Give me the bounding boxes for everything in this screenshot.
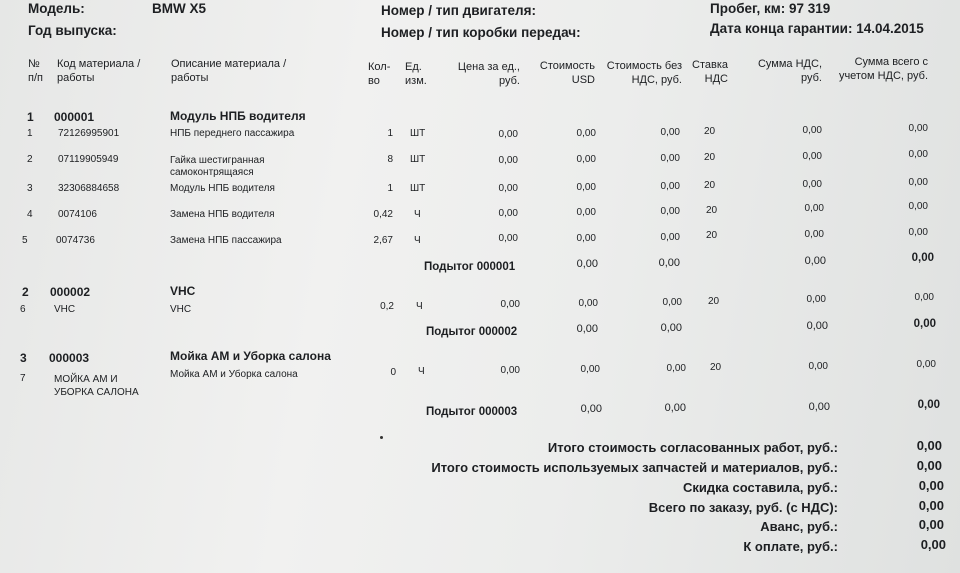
table-cell: 0,00 bbox=[804, 255, 826, 267]
table-cell: ШТ bbox=[410, 183, 426, 194]
table-cell: ШТ bbox=[410, 128, 426, 139]
table-cell: 0,00 bbox=[908, 123, 928, 134]
table-cell: 0,00 bbox=[660, 322, 682, 334]
table-cell: 1 bbox=[27, 128, 33, 139]
table-cell: 0,00 bbox=[660, 127, 680, 138]
col-vat-header bbox=[740, 57, 822, 85]
table-cell: НДС bbox=[704, 73, 728, 85]
table-cell: Сумма НДС, bbox=[757, 58, 822, 70]
table-cell: работы bbox=[171, 72, 209, 84]
table-cell: 0,00 bbox=[658, 257, 680, 269]
table-cell: 8 bbox=[387, 154, 393, 165]
table-cell: 0 bbox=[390, 367, 396, 378]
total-value: 0,00 bbox=[918, 498, 944, 513]
model-label: Модель: bbox=[28, 1, 85, 16]
table-cell: 5 bbox=[22, 235, 28, 246]
table-cell: 0,00 bbox=[576, 233, 596, 244]
table-cell: 0,00 bbox=[660, 181, 680, 192]
table-cell: 0,00 bbox=[580, 364, 600, 375]
table-cell: 0,00 bbox=[802, 125, 822, 136]
table-cell: 20 bbox=[706, 230, 718, 241]
table-cell: 20 bbox=[704, 152, 716, 163]
table-cell: Замена НПБ водителя bbox=[170, 209, 275, 220]
total-label: Скидка составила, руб.: bbox=[683, 480, 838, 495]
table-cell: Мойка АМ и Уборка салона bbox=[170, 369, 298, 380]
table-cell: 2 bbox=[27, 154, 33, 165]
total-value: 0,00 bbox=[918, 517, 944, 532]
table-cell: 0,00 bbox=[498, 155, 518, 166]
table-cell: 0,00 bbox=[498, 129, 518, 140]
table-cell: Описание материала / bbox=[171, 58, 287, 70]
table-cell: 0,00 bbox=[576, 128, 596, 139]
table-cell: 0,00 bbox=[806, 320, 828, 332]
table-cell: 3 bbox=[27, 183, 33, 194]
total-label: Аванс, руб.: bbox=[760, 519, 838, 534]
table-cell: Ч bbox=[418, 366, 425, 377]
table-cell: МОЙКА АМ И bbox=[54, 374, 118, 385]
total-label: Итого стоимость используемых запчастей и материалов, руб.: bbox=[431, 460, 838, 475]
table-cell: № bbox=[28, 58, 40, 70]
col-rate-header bbox=[686, 58, 728, 86]
table-cell: 0,00 bbox=[917, 399, 940, 411]
group-code: 000001 bbox=[54, 110, 95, 124]
table-cell: Цена за ед., bbox=[457, 61, 520, 73]
table-cell: НДС, руб. bbox=[631, 74, 682, 86]
table-cell: 0,00 bbox=[808, 361, 828, 372]
table-cell: 0,00 bbox=[911, 252, 934, 264]
group-title: VHC bbox=[170, 284, 196, 298]
group-title: Мойка АМ и Уборка салона bbox=[170, 349, 331, 363]
group-title: Модуль НПБ водителя bbox=[170, 109, 306, 123]
warranty-end: Дата конца гарантии: 14.04.2015 bbox=[710, 21, 924, 36]
table-cell: 7 bbox=[20, 373, 26, 384]
col-price-header bbox=[440, 60, 520, 88]
table-cell: 0,2 bbox=[380, 301, 394, 312]
group-number: 1 bbox=[27, 110, 34, 124]
table-cell: изм. bbox=[405, 75, 427, 87]
col-unit-header bbox=[405, 60, 427, 88]
table-cell: 0,00 bbox=[660, 153, 680, 164]
col-code-header bbox=[57, 57, 140, 85]
table-cell: 0,00 bbox=[500, 365, 520, 376]
table-cell: Стоимость bbox=[539, 60, 595, 72]
group-code: 000002 bbox=[50, 285, 91, 299]
table-cell: 0,00 bbox=[802, 179, 822, 190]
table-cell: 0,00 bbox=[914, 292, 934, 303]
table-cell: 72126995901 bbox=[58, 128, 120, 139]
gearbox-label: Номер / тип коробки передач: bbox=[381, 25, 581, 40]
table-cell: 0,00 bbox=[500, 299, 520, 310]
table-cell: 0,00 bbox=[908, 201, 928, 212]
table-cell: 0,00 bbox=[576, 258, 598, 270]
table-cell: 0,00 bbox=[802, 151, 822, 162]
table-cell: VHC bbox=[170, 304, 192, 315]
table-cell: 0,00 bbox=[660, 232, 680, 243]
table-cell: Ч bbox=[416, 301, 423, 312]
table-cell: Стоимость без bbox=[606, 60, 682, 72]
table-cell: 0,00 bbox=[806, 294, 826, 305]
year-label: Год выпуска: bbox=[28, 23, 117, 38]
total-value: 0,00 bbox=[916, 458, 942, 473]
col-usd-header bbox=[530, 59, 595, 87]
speck bbox=[380, 436, 383, 439]
table-cell: VHC bbox=[54, 304, 76, 315]
table-cell: 0,00 bbox=[908, 149, 928, 160]
col-num-header bbox=[28, 57, 43, 85]
table-cell: п/п bbox=[28, 72, 43, 84]
table-cell: Ед. bbox=[405, 61, 422, 73]
table-cell: 0,00 bbox=[908, 227, 928, 238]
table-cell: 4 bbox=[27, 209, 33, 220]
table-cell: Ч bbox=[414, 209, 421, 220]
table-cell: 0,00 bbox=[576, 154, 596, 165]
table-cell: самоконтрящаяся bbox=[170, 167, 254, 178]
table-cell: 0,00 bbox=[664, 402, 686, 414]
table-cell: 0,00 bbox=[804, 203, 824, 214]
total-label: Всего по заказу, руб. (с НДС): bbox=[648, 500, 838, 515]
table-cell: 0,00 bbox=[580, 403, 602, 415]
table-cell: 0,00 bbox=[498, 208, 518, 219]
table-cell: 0,00 bbox=[576, 323, 598, 335]
col-novat-header bbox=[596, 59, 682, 87]
table-cell: USD bbox=[571, 74, 595, 86]
table-cell: Кол- bbox=[368, 61, 391, 73]
table-cell: 0,00 bbox=[498, 183, 518, 194]
table-cell: Подытог 000001 bbox=[424, 261, 516, 273]
table-cell: 0,00 bbox=[576, 182, 596, 193]
col-qty-header bbox=[368, 60, 390, 88]
engine-label: Номер / тип двигателя: bbox=[381, 3, 536, 18]
col-total-header bbox=[820, 55, 928, 83]
table-cell: руб. bbox=[499, 75, 520, 87]
table-cell: 0,00 bbox=[498, 233, 518, 244]
table-cell: 0,00 bbox=[908, 177, 928, 188]
table-cell: 0,00 bbox=[808, 401, 830, 413]
table-cell: 20 bbox=[704, 180, 716, 191]
mileage: Пробег, км: 97 319 bbox=[710, 1, 831, 16]
total-value: 0,00 bbox=[916, 438, 942, 453]
table-cell: 6 bbox=[20, 304, 26, 315]
group-number: 2 bbox=[22, 285, 29, 299]
col-desc-header bbox=[171, 57, 286, 85]
group-code: 000003 bbox=[49, 351, 90, 365]
table-cell: Гайка шестигранная bbox=[170, 155, 265, 166]
table-cell: УБОРКА САЛОНА bbox=[54, 387, 139, 398]
table-cell: 0,00 bbox=[578, 298, 598, 309]
table-cell: 20 bbox=[708, 296, 720, 307]
table-cell: Подытог 000003 bbox=[426, 406, 518, 418]
table-cell: Ставка bbox=[692, 59, 728, 71]
table-cell: 0,00 bbox=[576, 207, 596, 218]
model-value: BMW X5 bbox=[152, 1, 206, 16]
table-cell: 0,00 bbox=[660, 206, 680, 217]
table-cell: НПБ переднего пассажира bbox=[170, 128, 295, 139]
table-cell: 0074736 bbox=[56, 235, 95, 246]
total-value: 0,00 bbox=[920, 537, 946, 552]
table-cell: 0,42 bbox=[373, 209, 393, 220]
table-cell: учетом НДС, руб. bbox=[838, 70, 928, 82]
table-cell: во bbox=[368, 75, 380, 87]
table-cell: Сумма всего с bbox=[854, 56, 928, 68]
table-cell: 0,00 bbox=[666, 363, 686, 374]
table-cell: 0,00 bbox=[804, 229, 824, 240]
table-cell: 0,00 bbox=[916, 359, 936, 370]
table-cell: 20 bbox=[704, 126, 716, 137]
table-cell: Замена НПБ пассажира bbox=[170, 235, 282, 246]
table-cell: 32306884658 bbox=[58, 183, 120, 194]
table-cell: 0074106 bbox=[58, 209, 97, 220]
total-value: 0,00 bbox=[918, 478, 944, 493]
table-cell: 1 bbox=[387, 128, 393, 139]
table-cell: 1 bbox=[387, 183, 393, 194]
table-cell: Подытог 000002 bbox=[426, 326, 518, 338]
table-cell: руб. bbox=[801, 72, 822, 84]
table-cell: 20 bbox=[706, 205, 718, 216]
total-label: К оплате, руб.: bbox=[743, 539, 838, 554]
total-label: Итого стоимость согласованных работ, руб.: bbox=[547, 440, 838, 455]
table-cell: 0,00 bbox=[662, 297, 682, 308]
table-cell: Модуль НПБ водителя bbox=[170, 183, 275, 194]
group-number: 3 bbox=[20, 351, 27, 365]
table-cell: 20 bbox=[710, 362, 722, 373]
table-cell: ШТ bbox=[410, 154, 426, 165]
table-cell: работы bbox=[57, 72, 95, 84]
table-cell: Код материала / bbox=[57, 58, 141, 70]
table-cell: 2,67 bbox=[373, 235, 393, 246]
table-cell: 0,00 bbox=[913, 318, 936, 330]
table-cell: 07119905949 bbox=[58, 154, 119, 165]
table-cell: Ч bbox=[414, 235, 421, 246]
